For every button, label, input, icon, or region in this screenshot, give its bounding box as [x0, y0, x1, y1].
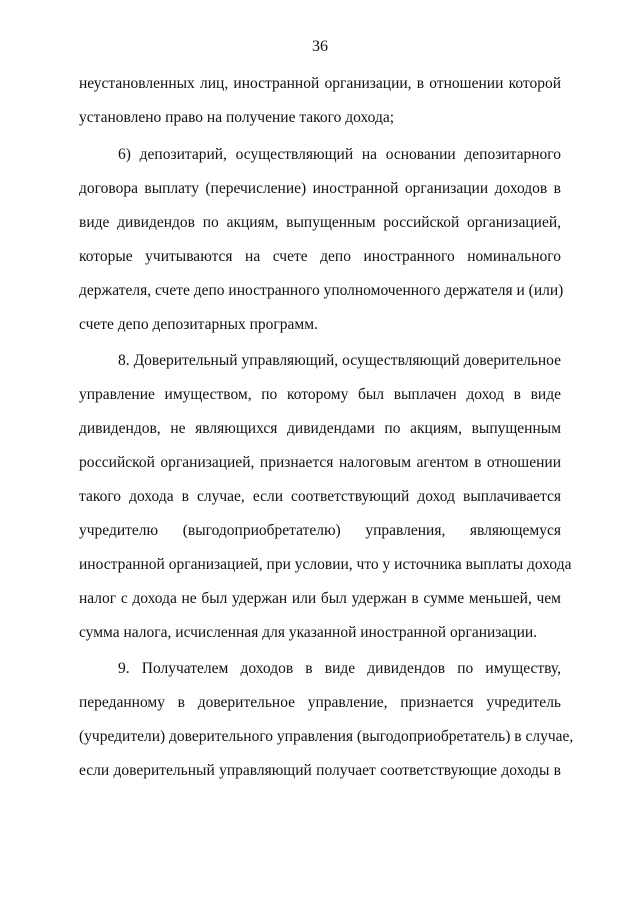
text-line: которые учитываются на счете депо иностранного номинального: [79, 248, 561, 265]
text-line: российской организацией, признается налоговым агентом в отношении: [79, 454, 561, 471]
text-line: виде дивидендов по акциям, выпущенным российской организацией,: [79, 214, 561, 231]
paragraph-first-line: 9. Получателем доходов в виде дивидендов по имуществу,: [118, 660, 561, 677]
text-line: учредителю (выгодоприобретателю) управления, являющемуся: [79, 522, 561, 539]
text-line: установлено право на получение такого дохода;: [79, 109, 395, 126]
text-line: такого дохода в случае, если соответствующий доход выплачивается: [79, 488, 561, 505]
text-line: держателя, счете депо иностранного уполномоченного держателя и (или): [79, 282, 564, 299]
text-line: если доверительный управляющий получает соответствующие доходы в: [79, 762, 561, 779]
page-number: 36: [312, 38, 328, 55]
text-line: договора выплату (перечисление) иностранной организации доходов в: [79, 180, 561, 197]
text-line: дивидендов, не являющихся дивидендами по акциям, выпущенным: [79, 420, 561, 437]
text-line: иностранной организацией, при условии, что у источника выплаты дохода: [79, 556, 572, 573]
text-line: переданному в доверительное управление, признается учредитель: [79, 694, 561, 711]
text-line: управление имуществом, по которому был выплачен доход в виде: [79, 386, 561, 403]
paragraph-first-line: 6) депозитарий, осуществляющий на основании депозитарного: [118, 146, 561, 163]
text-line: неустановленных лиц, иностранной организации, в отношении которой: [79, 75, 561, 92]
paragraph-first-line: 8. Доверительный управляющий, осуществляющий доверительное: [118, 352, 561, 369]
text-line: (учредители) доверительного управления (выгодоприобретатель) в случае,: [79, 728, 574, 745]
text-line: сумма налога, исчисленная для указанной иностранной организации.: [79, 624, 538, 641]
text-line: счете депо депозитарных программ.: [79, 316, 318, 333]
text-line: налог с дохода не был удержан или был удержан в сумме меньшей, чем: [79, 590, 561, 607]
